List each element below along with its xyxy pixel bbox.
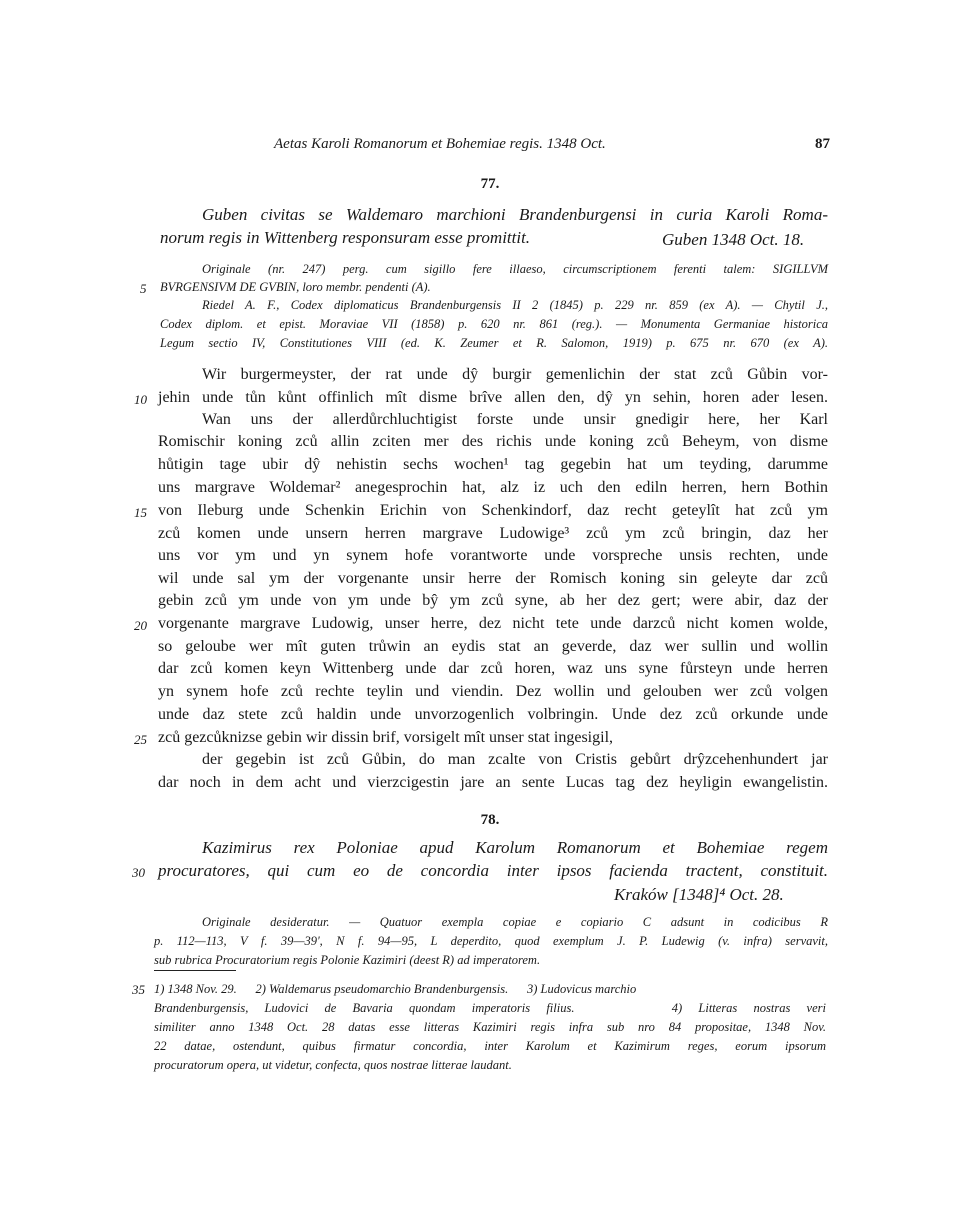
regest-line: procuratores, qui cum eo de concordia inter ipsos facienda tractent, constituit.: [158, 861, 828, 880]
line-number: 5: [140, 281, 147, 296]
charter-line: jehin unde tůn kůnt offinlich mît disme brîve allen den, dŷ yn sehin, horen ader lesen.: [158, 389, 828, 406]
footnote-line: 1) 1348 Nov. 29. 2) Waldemarus pseudomarchio Brandenburgensis. 3) Ludovicus marchio: [154, 982, 637, 996]
charter-line: so geloube wer mît guten trůwin an eydis stat an geverde, daz wer sullin und wollin: [158, 638, 828, 655]
charter-line: Wir burgermeyster, der rat unde dŷ burgir gemenlichin der stat zců Gůbin vor-: [202, 366, 828, 383]
page-number: 87: [815, 136, 830, 152]
footnote-line: procuratorum opera, ut videtur, confecta, quos nostrae litterae laudant.: [154, 1058, 512, 1072]
charter-line: yn synem hofe zců rechte teylin und viendin. Dez wollin und gelouben wer zců volgen: [158, 683, 828, 700]
regest-line: norum regis in Wittenberg responsuram esse promittit.: [160, 228, 531, 247]
line-number: 15: [134, 505, 147, 520]
charter-line: Wan uns der allerdůrchluchtigist forste unde unsir gnedigir here, her Karl: [202, 411, 828, 428]
source-note-line: p. 112—113, V f. 39—39', N f. 94—95, L deperdito, quod exemplum J. P. Ludewig (v. infra) servavit,: [154, 934, 828, 948]
source-note-line: Legum sectio IV, Constitutiones VIII (ed. K. Zeumer et R. Salomon, 1919) p. 675 nr. 670 (ex A).: [160, 336, 828, 350]
source-note-line: BVRGENSIVM DE GVBIN, loro membr. pendenti (A).: [160, 280, 431, 294]
footnote-rule: [154, 970, 236, 971]
source-note-line: Codex diplom. et epist. Moraviae VII (1858) p. 620 nr. 861 (reg.). — Monumenta Germaniae historica: [160, 317, 828, 331]
source-note-line: Riedel A. F., Codex diplomaticus Brandenburgensis II 2 (1845) p. 229 nr. 859 (ex A). — Chytil J.,: [202, 298, 828, 312]
document-number-78: 78.: [480, 812, 500, 828]
charter-line: wil unde sal ym der vorgenante unsir herre der Romisch koning sin geleyte dar zců: [158, 570, 828, 587]
regest-line: Guben civitas se Waldemaro marchioni Brandenburgensi in curia Karoli Roma-: [202, 205, 828, 224]
charter-line: von Ileburg unde Schenkin Erichin von Schenkindorf, daz recht geteylît hat zců ym: [158, 502, 828, 519]
running-head: [150, 136, 830, 156]
charter-line: hůtigin tage ubir dŷ nehistin sechs wochen¹ tag gegebin hat um teyding, darumme: [158, 456, 828, 473]
charter-line: uns margrave Woldemar² anegesprochin hat, alz iz uch den ediln herren, hern Bothin: [158, 479, 828, 496]
charter-line: dar zců komen keyn Wittenberg unde dar zců horen, waz uns syne fůrsteyn unde herren: [158, 660, 828, 677]
regest-line: Kazimirus rex Poloniae apud Karolum Romanorum et Bohemiae regem: [202, 838, 828, 857]
footnote-line: Brandenburgensis, Ludovici de Bavaria quondam imperatoris filius. 4) Litteras nostras veri: [154, 1001, 826, 1015]
charter-line: dar noch in dem acht und vierzcigestin jare an sente Lucas tag dez heyligin ewangelistin.: [158, 774, 828, 791]
line-number: 20: [134, 618, 147, 633]
line-number: 25: [134, 732, 147, 747]
footnote-line: 22 datae, ostendunt, quibus firmatur concordia, inter Karolum et Kazimirum reges, eorum ipsorum: [154, 1039, 826, 1053]
charter-line: uns vor ym und yn synem hofe vorantworte unde vorspreche unsis rechten, unde: [158, 547, 828, 564]
source-note-line: Originale (nr. 247) perg. cum sigillo fere illaeso, circumscriptionem ferenti talem: SIGILLVM: [202, 262, 828, 276]
charter-line: vorgenante margrave Ludowig, unser herre, dez nicht tete unde darzců nicht komen wolde,: [158, 615, 828, 632]
place-date: Guben 1348 Oct. 18.: [662, 230, 805, 249]
line-number: 10: [134, 392, 147, 407]
line-number: 30: [132, 865, 145, 880]
charter-line: zců gezcůknizse gebin wir dissin brif, vorsigelt mît unser stat ingesigil,: [158, 729, 614, 746]
place-date: Kraków [1348]⁴ Oct. 28.: [614, 885, 784, 904]
footnote-line: similiter anno 1348 Oct. 28 datas esse litteras Kazimiri regis infra sub nro 84 propositae, 1348 Nov.: [154, 1020, 826, 1034]
charter-line: gebin zců ym unde von ym unde bŷ ym zců syne, ab her dez gert; were abir, daz der: [158, 592, 828, 609]
charter-line: zců komen unde unsern herren margrave Ludowige³ zců ym zců bringin, daz her: [158, 525, 828, 542]
charter-line: unde daz stete zců haldin unde unvorzogenlich volbringin. Unde dez zců orkunde unde: [158, 706, 828, 723]
charter-line: Romischir koning zců allin zciten mer des richis unde koning zců Beheym, von disme: [158, 433, 828, 450]
running-title: Aetas Karoli Romanorum et Bohemiae regis. 1348 Oct.: [274, 136, 606, 152]
charter-line: der gegebin ist zců Gůbin, do man zcalte von Cristis gebůrt drŷzcehenhundert jar: [202, 751, 828, 768]
line-number: 35: [132, 982, 145, 997]
source-note-line: sub rubrica Procuratorium regis Polonie Kazimiri (deest R) ad imperatorem.: [154, 953, 541, 967]
source-note-line: Originale desideratur. — Quatuor exempla copiae e copiario C adsunt in codicibus R: [202, 915, 828, 929]
document-number-77: 77.: [480, 176, 500, 192]
